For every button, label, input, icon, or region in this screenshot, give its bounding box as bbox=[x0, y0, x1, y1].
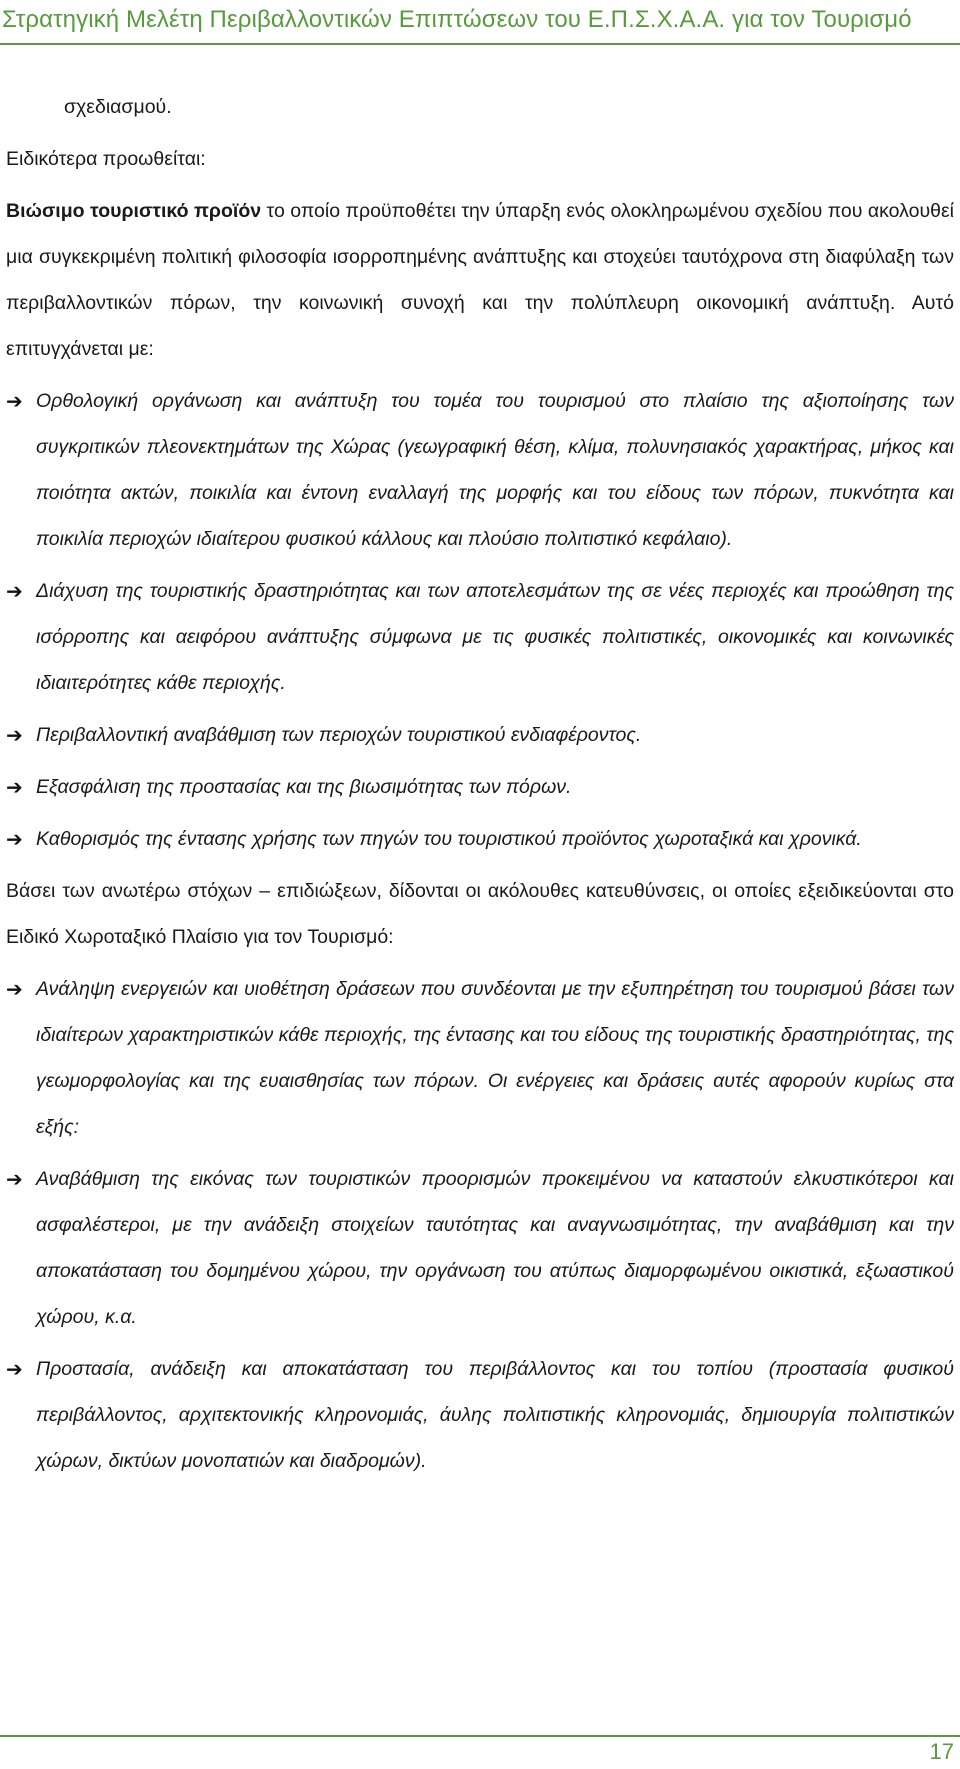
arrow-bullet-icon: ➔ bbox=[6, 827, 23, 851]
list-item bbox=[6, 1346, 954, 1484]
page-number: 17 bbox=[929, 1739, 954, 1764]
paragraph-sustainable-product bbox=[6, 188, 954, 372]
list-item-text: Ανάληψη ενεργειών και υιοθέτηση δράσεων που συνδέονται με την εξυπηρέτηση του τουρισμού βάσει των ιδιαίτερων χαρακτηριστικών κάθε περιοχής, της έντασης και του είδους της τουριστικής δραστηριότητας, της γεωμορφολογίας και της ευαισθησίας των πόρων. Οι ενέργειες και δράσεις αυτές αφορούν κυρίως στα εξής: bbox=[36, 978, 954, 1138]
document-title: Στρατηγική Μελέτη Περιβαλλοντικών Επιπτώσεων του Ε.Π.Σ.Χ.Α.Α. για τον Τουρισμό bbox=[2, 6, 912, 33]
list-item-text: Περιβαλλοντική αναβάθμιση των περιοχών τουριστικού ενδιαφέροντος. bbox=[36, 724, 642, 746]
arrow-bullet-icon: ➔ bbox=[6, 775, 23, 799]
list-item bbox=[6, 378, 954, 562]
intro-text: Ειδικότερα προωθείται: bbox=[6, 148, 206, 170]
list-item bbox=[6, 816, 954, 862]
list-item-text: Ορθολογική οργάνωση και ανάπτυξη του τομέα του τουρισμού στο πλαίσιο της αξιοποίησης των συγκριτικών πλεονεκτημάτων της Χώρας (γεωγραφική θέση, κλίμα, πολυνησιακός χαρακτήρας, μήκος και ποιότητα ακτών, ποικιλία και έντονη εναλλαγή της μορφής και του είδους των πόρων, πυκνότητα και ποικιλία περιοχών ιδιαίτερου φυσικού κάλλους και πλούσιο πολιτιστικό κεφάλαιο). bbox=[36, 390, 954, 550]
arrow-bullet-icon: ➔ bbox=[6, 1167, 23, 1191]
page-header bbox=[0, 0, 960, 40]
arrow-bullet-icon: ➔ bbox=[6, 977, 23, 1001]
list-item bbox=[6, 966, 954, 1150]
list-item bbox=[6, 568, 954, 706]
continuation-text: σχεδιασμού. bbox=[64, 96, 172, 118]
footer-divider bbox=[0, 1735, 960, 1737]
paragraph-text: το οποίο προϋποθέτει την ύπαρξη ενός ολοκληρωμένου σχεδίου που ακολουθεί μια συγκεκριμένη πολιτική φιλοσοφία ισορροπημένης ανάπτυξης και στοχεύει ταυτόχρονα στη διαφύλαξη των περιβαλλοντικών πόρων, την κοινωνική συνοχή και την πολύπλευρη οικονομική ανάπτυξη. Αυτό επιτυγχάνεται με: bbox=[6, 200, 954, 360]
list-item-text: Αναβάθμιση της εικόνας των τουριστικών προορισμών προκειμένου να καταστούν ελκυστικότεροι και ασφαλέστεροι, με την ανάδειξη στοιχείων ταυτότητας και αναγνωσιμότητας, την αναβάθμιση και την αποκατάσταση του δομημένου χώρου, την οργάνωση του ατύπως διαμορφωμένου οικιστικά, εξωαστικού χώρου, κ.α. bbox=[36, 1168, 954, 1328]
bold-term: Βιώσιμο τουριστικό προϊόν bbox=[6, 200, 262, 222]
header-divider bbox=[0, 43, 960, 45]
list-item-text: Καθορισμός της έντασης χρήσης των πηγών του τουριστικού προϊόντος χωροταξικά και χρονικά. bbox=[36, 828, 862, 850]
arrow-bullet-icon: ➔ bbox=[6, 723, 23, 747]
list-item bbox=[6, 712, 954, 758]
paragraph-directions: Βάσει των ανωτέρω στόχων – επιδιώξεων, δίδονται οι ακόλουθες κατευθύνσεις, οι οποίες εξειδικεύονται στο Ειδικό Χωροταξικό Πλαίσιο για τον Τουρισμό: bbox=[6, 880, 954, 948]
list-item-text: Προστασία, ανάδειξη και αποκατάσταση του περιβάλλοντος και του τοπίου (προστασία φυσικού περιβάλλοντος, αρχιτεκτονικής κληρονομιάς, άυλης πολιτιστικής κληρονομιάς, δημιουργία πολιτιστικών χώρων, δικτύων μονοπατιών και διαδρομών). bbox=[36, 1358, 954, 1472]
list-item bbox=[6, 1156, 954, 1340]
arrow-bullet-icon: ➔ bbox=[6, 579, 23, 603]
arrow-bullet-icon: ➔ bbox=[6, 1357, 23, 1381]
list-item-text: Εξασφάλιση της προστασίας και της βιωσιμότητας των πόρων. bbox=[36, 776, 572, 798]
page-content bbox=[6, 84, 954, 1484]
list-item-text: Διάχυση της τουριστικής δραστηριότητας και των αποτελεσμάτων της σε νέες περιοχές και προώθηση της ισόρροπης και αειφόρου ανάπτυξης σύμφωνα με τις φυσικές πολιτιστικές, οικονομικές και κοινωνικές ιδιαιτερότητες κάθε περιοχής. bbox=[36, 580, 954, 694]
arrow-bullet-icon: ➔ bbox=[6, 389, 23, 413]
list-item bbox=[6, 764, 954, 810]
